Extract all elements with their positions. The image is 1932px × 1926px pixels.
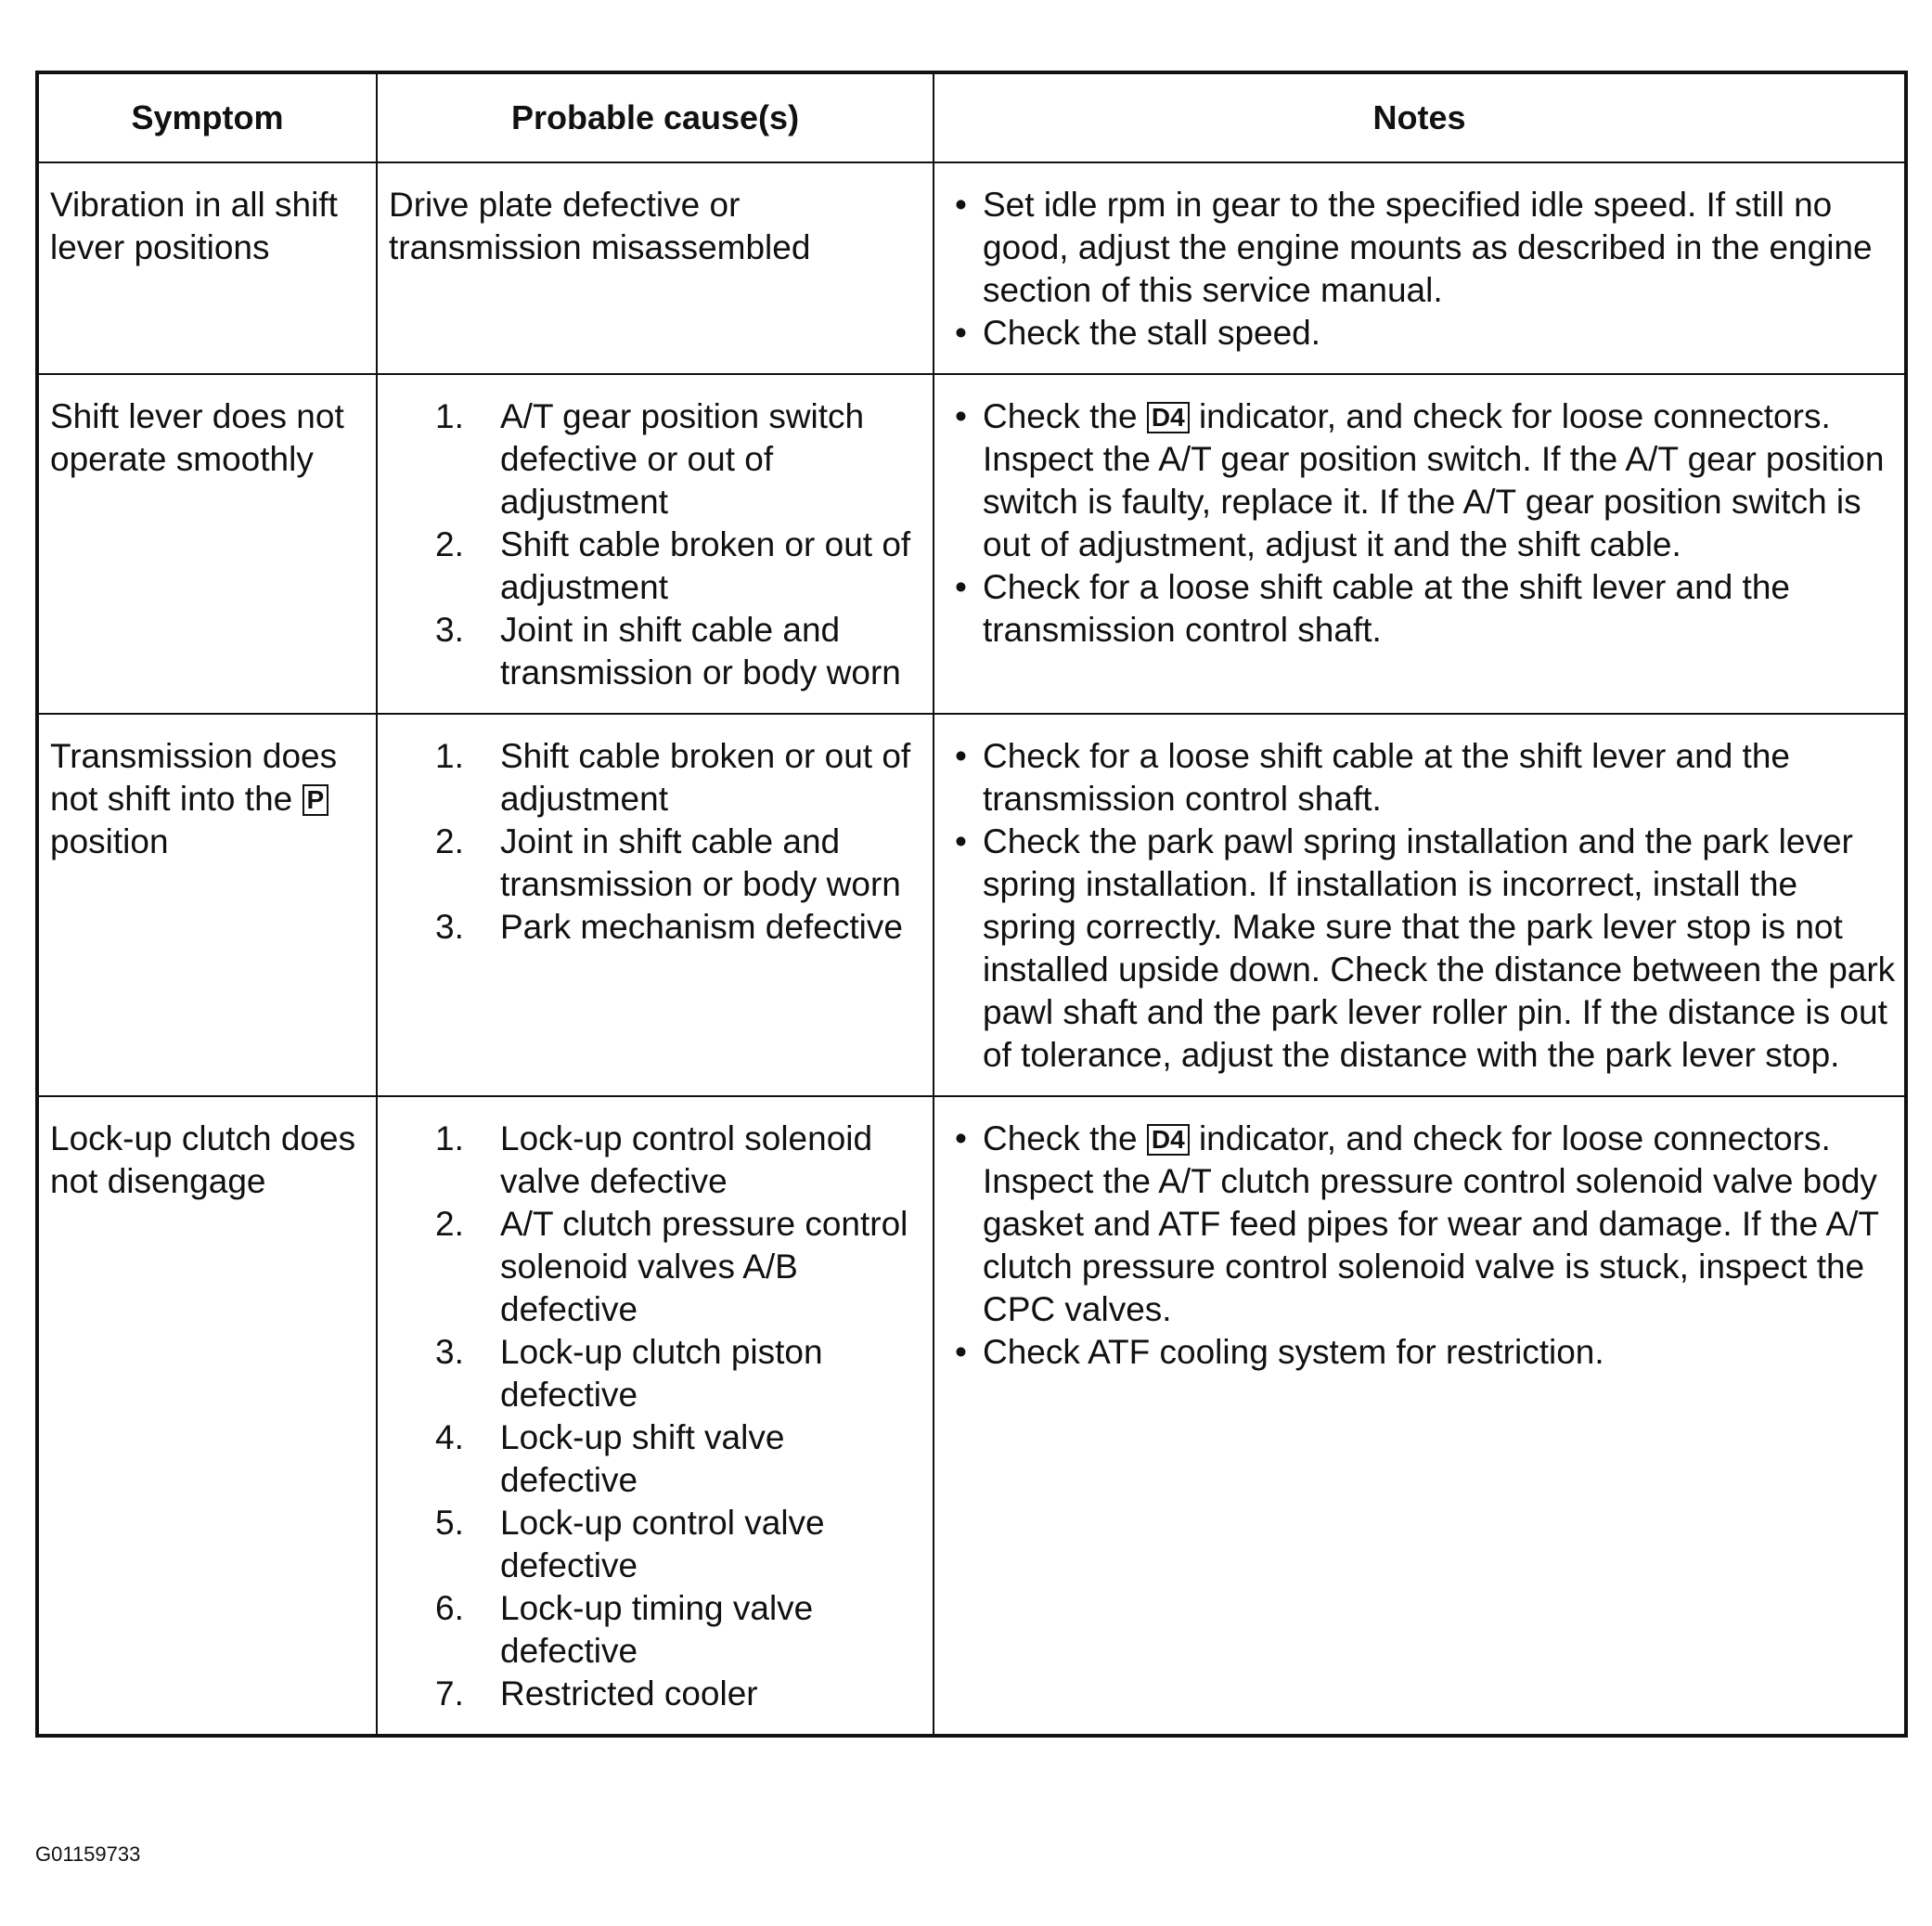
notes-cell: [934, 162, 1906, 374]
cause-item: [435, 395, 925, 524]
cause-item: [435, 735, 925, 821]
cause-number: 7.: [435, 1674, 464, 1713]
cause-number: 6.: [435, 1589, 464, 1627]
cause-item: [435, 524, 925, 609]
cause-text: Drive plate defective or transmission misassembled: [389, 186, 811, 266]
figure-id: G01159733: [35, 1842, 141, 1866]
cause-number: 1.: [435, 737, 464, 775]
cause-text: A/T clutch pressure control solenoid valves A/B defective: [500, 1205, 908, 1328]
troubleshooting-table: [35, 71, 1908, 1738]
cause-number: 2.: [435, 822, 464, 860]
cause-list: [389, 395, 925, 694]
bullet-glyph: •: [955, 314, 967, 352]
note-item: [955, 184, 1897, 312]
symptom-text: Shift lever does not operate smoothly: [50, 397, 344, 478]
note-item: [955, 1118, 1897, 1331]
note-text: Check for a loose shift cable at the shift lever and the transmission control shaft.: [983, 737, 1790, 818]
notes-cell: [934, 714, 1906, 1096]
cause-number: 1.: [435, 1119, 464, 1157]
cause-item: [435, 906, 925, 949]
cause-text: Joint in shift cable and transmission or body worn: [500, 822, 901, 903]
note-text: Check for a loose shift cable at the shift lever and the transmission control shaft.: [983, 568, 1790, 649]
cause-cell: [377, 162, 934, 374]
symptom-text: Vibration in all shift lever positions: [50, 186, 338, 266]
note-text: Check the stall speed.: [983, 314, 1321, 352]
symptom-cell: [37, 374, 377, 714]
bullet-glyph: •: [955, 1333, 967, 1371]
note-item: [955, 566, 1897, 652]
cause-item: [435, 1502, 925, 1587]
symptom-text: Lock-up clutch does not disengage: [50, 1119, 356, 1200]
cause-text: Lock-up control solenoid valve defective: [500, 1119, 873, 1200]
note-item: [955, 735, 1897, 821]
note-text: Check ATF cooling system for restriction.: [983, 1333, 1604, 1371]
cause-item: [435, 609, 925, 694]
cause-text: Lock-up timing valve defective: [500, 1589, 814, 1670]
cause-number: 2.: [435, 525, 464, 563]
bullet-glyph: •: [955, 186, 967, 224]
table-row: [37, 374, 1906, 714]
cause-cell: [377, 374, 934, 714]
cause-list: [389, 735, 925, 949]
symptom-cell: [37, 162, 377, 374]
cause-item: [435, 821, 925, 906]
cause-text: A/T gear position switch defective or out of adjustment: [500, 397, 865, 521]
cause-text: Shift cable broken or out of adjustment: [500, 737, 911, 818]
note-item: [955, 312, 1897, 355]
cause-item: [435, 1118, 925, 1203]
note-item: [955, 395, 1897, 566]
bullet-glyph: •: [955, 737, 967, 775]
cause-text: Restricted cooler: [500, 1674, 758, 1713]
note-text-after: indicator, and check for loose connectors. Inspect the A/T gear position switch. If the A/T gear position switch is faulty, replace it. If the A/T gear position switch is out of adjustment, adjust it and the shift cable.: [983, 397, 1885, 563]
cause-text: Lock-up shift valve defective: [500, 1418, 785, 1499]
note-text: Check the park pawl spring installation and the park lever spring installation. If installation is incorrect, install the spring correctly. Make sure that the park lever stop is not installed upside down. Check the distance between the park pawl shaft and the park lever roller pin. If the distance is out of tolerance, adjust the distance with the park lever stop.: [983, 822, 1896, 1074]
bullet-glyph: •: [955, 568, 967, 606]
note-text-before: Check the: [983, 1119, 1147, 1157]
notes-cell: [934, 374, 1906, 714]
cause-item: [435, 1673, 925, 1715]
symptom-text-after: position: [50, 822, 169, 860]
bullet-glyph: •: [955, 397, 967, 435]
notes-list: [946, 735, 1897, 1077]
cause-number: 5.: [435, 1504, 464, 1542]
cause-text: Lock-up clutch piston defective: [500, 1333, 823, 1414]
d4-indicator-icon: [1147, 1124, 1190, 1156]
cause-item: [435, 1587, 925, 1673]
cause-text: Lock-up control valve defective: [500, 1504, 825, 1584]
note-text: [983, 1118, 1897, 1331]
indicator-label: D4: [1151, 403, 1185, 432]
cause-text: Shift cable broken or out of adjustment: [500, 525, 911, 606]
symptom-text-before: Transmission does not shift into the: [50, 737, 338, 818]
bullet-glyph: •: [955, 822, 967, 860]
d4-indicator-icon: [1147, 402, 1190, 433]
header-probable-causes: Probable cause(s): [377, 72, 934, 162]
cause-number: 4.: [435, 1418, 464, 1456]
cause-text: Park mechanism defective: [500, 908, 903, 946]
note-text: [983, 395, 1897, 566]
note-text-after: indicator, and check for loose connectors. Inspect the A/T clutch pressure control solenoid valve body gasket and ATF feed pipes for wear and damage. If the A/T clutch pressure control solenoid valve is stuck, inspect the CPC valves.: [983, 1119, 1879, 1328]
table-row: [37, 1096, 1906, 1736]
cause-text: Joint in shift cable and transmission or body worn: [500, 611, 901, 692]
cause-list: [389, 1118, 925, 1715]
cause-number: 1.: [435, 397, 464, 435]
cause-number: 3.: [435, 1333, 464, 1371]
notes-list: [946, 184, 1897, 355]
note-item: [955, 821, 1897, 1077]
table-row: [37, 714, 1906, 1096]
notes-cell: [934, 1096, 1906, 1736]
notes-list: [946, 1118, 1897, 1374]
note-text: Set idle rpm in gear to the specified idle speed. If still no good, adjust the engine mounts as described in the engine section of this service manual.: [983, 186, 1873, 309]
symptom-cell: [37, 1096, 377, 1736]
header-notes: Notes: [934, 72, 1906, 162]
cause-number: 2.: [435, 1205, 464, 1243]
note-text-before: Check the: [983, 397, 1147, 435]
header-symptom: Symptom: [37, 72, 377, 162]
park-position-icon: [303, 784, 329, 816]
cause-cell: [377, 1096, 934, 1736]
symptom-cell: [37, 714, 377, 1096]
table-row: [37, 162, 1906, 374]
cause-item: [435, 1416, 925, 1502]
bullet-glyph: •: [955, 1119, 967, 1157]
header-row: [37, 72, 1906, 162]
indicator-label: D4: [1151, 1125, 1185, 1154]
cause-item: [435, 1331, 925, 1416]
park-label: P: [306, 785, 325, 814]
cause-cell: [377, 714, 934, 1096]
notes-list: [946, 395, 1897, 652]
cause-item: [435, 1203, 925, 1331]
cause-number: 3.: [435, 908, 464, 946]
cause-number: 3.: [435, 611, 464, 649]
note-item: [955, 1331, 1897, 1374]
